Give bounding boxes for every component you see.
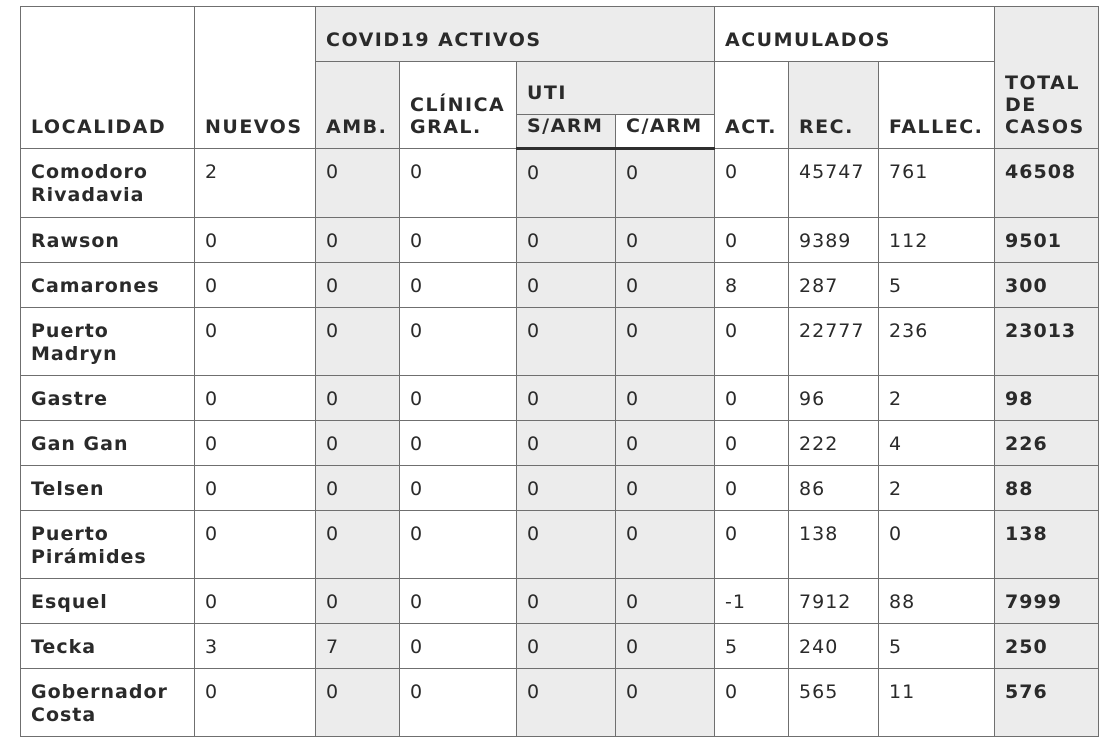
table-row <box>21 669 1099 737</box>
cell-fallec: 112 <box>879 218 995 263</box>
cell-rec: 45747 <box>789 149 879 218</box>
cell-fallec: 4 <box>879 421 995 466</box>
cell-fallec: 5 <box>879 263 995 308</box>
header-total-casos: TOTAL DE CASOS <box>995 7 1099 149</box>
cell-total: 23013 <box>995 308 1099 376</box>
cell-s-arm: 0 <box>517 511 616 579</box>
cell-s-arm: 0 <box>517 218 616 263</box>
cell-rec: 96 <box>789 376 879 421</box>
cell-nuevos: 0 <box>195 669 316 737</box>
cell-fallec: 88 <box>879 579 995 624</box>
cell-clinica: 0 <box>400 421 517 466</box>
cell-nuevos: 0 <box>195 579 316 624</box>
cell-amb: 0 <box>316 263 400 308</box>
cell-act: 0 <box>715 308 789 376</box>
cell-s-arm: 0 <box>517 149 616 218</box>
header-nuevos: NUEVOS <box>195 7 316 149</box>
cell-nuevos: 2 <box>195 149 316 218</box>
cell-act: 5 <box>715 624 789 669</box>
table-row <box>21 511 1099 579</box>
cell-nuevos: 3 <box>195 624 316 669</box>
cell-act: 0 <box>715 511 789 579</box>
cell-clinica: 0 <box>400 218 517 263</box>
cell-c-arm: 0 <box>616 263 715 308</box>
cell-nuevos: 0 <box>195 263 316 308</box>
header-rec: REC. <box>789 62 879 149</box>
cell-localidad: Gastre <box>21 376 195 421</box>
cell-s-arm: 0 <box>517 669 616 737</box>
cell-clinica: 0 <box>400 149 517 218</box>
cell-act: 0 <box>715 421 789 466</box>
cell-localidad: Rawson <box>21 218 195 263</box>
cell-s-arm: 0 <box>517 263 616 308</box>
cell-clinica: 0 <box>400 624 517 669</box>
cell-s-arm: 0 <box>517 376 616 421</box>
cell-act: 0 <box>715 669 789 737</box>
cell-total: 98 <box>995 376 1099 421</box>
cell-c-arm: 0 <box>616 466 715 511</box>
cell-localidad: Gobernador Costa <box>21 669 195 737</box>
cell-rec: 9389 <box>789 218 879 263</box>
cell-clinica: 0 <box>400 579 517 624</box>
cell-clinica: 0 <box>400 308 517 376</box>
cell-localidad: Esquel <box>21 579 195 624</box>
cell-s-arm: 0 <box>517 308 616 376</box>
cell-rec: 222 <box>789 421 879 466</box>
cell-act: 0 <box>715 376 789 421</box>
cell-clinica: 0 <box>400 263 517 308</box>
cell-total: 226 <box>995 421 1099 466</box>
cell-c-arm: 0 <box>616 579 715 624</box>
header-clinica-gral: CLÍNICA GRAL. <box>400 62 517 149</box>
cell-act: 0 <box>715 149 789 218</box>
cell-rec: 22777 <box>789 308 879 376</box>
cell-rec: 138 <box>789 511 879 579</box>
cell-c-arm: 0 <box>616 218 715 263</box>
table-row <box>21 624 1099 669</box>
cell-rec: 7912 <box>789 579 879 624</box>
table-row <box>21 466 1099 511</box>
cell-amb: 0 <box>316 218 400 263</box>
header-acumulados: ACUMULADOS <box>715 7 995 62</box>
cell-total: 46508 <box>995 149 1099 218</box>
cell-amb: 0 <box>316 149 400 218</box>
cell-act: 0 <box>715 466 789 511</box>
cell-c-arm: 0 <box>616 308 715 376</box>
table-row <box>21 308 1099 376</box>
cell-clinica: 0 <box>400 466 517 511</box>
cell-nuevos: 0 <box>195 376 316 421</box>
header-act: ACT. <box>715 62 789 149</box>
cell-nuevos: 0 <box>195 218 316 263</box>
cell-total: 7999 <box>995 579 1099 624</box>
cell-rec: 86 <box>789 466 879 511</box>
header-uti: UTI <box>517 62 715 115</box>
cell-amb: 0 <box>316 308 400 376</box>
header-c-arm: C/ARM <box>616 115 715 149</box>
header-covid-activos: COVID19 ACTIVOS <box>316 7 715 62</box>
cell-fallec: 0 <box>879 511 995 579</box>
cell-s-arm: 0 <box>517 421 616 466</box>
cell-s-arm: 0 <box>517 466 616 511</box>
cell-c-arm: 0 <box>616 624 715 669</box>
header-s-arm: S/ARM <box>517 115 616 149</box>
cell-act: -1 <box>715 579 789 624</box>
cell-localidad: Telsen <box>21 466 195 511</box>
cell-fallec: 2 <box>879 376 995 421</box>
cell-c-arm: 0 <box>616 511 715 579</box>
cell-localidad: Gan Gan <box>21 421 195 466</box>
cell-fallec: 761 <box>879 149 995 218</box>
cell-nuevos: 0 <box>195 308 316 376</box>
cell-total: 576 <box>995 669 1099 737</box>
cell-amb: 0 <box>316 511 400 579</box>
cell-amb: 0 <box>316 421 400 466</box>
cell-fallec: 236 <box>879 308 995 376</box>
cell-clinica: 0 <box>400 669 517 737</box>
table-row <box>21 149 1099 218</box>
header-fallec: FALLEC. <box>879 62 995 149</box>
table-row <box>21 218 1099 263</box>
cell-localidad: Puerto Pirámides <box>21 511 195 579</box>
cell-fallec: 11 <box>879 669 995 737</box>
cell-c-arm: 0 <box>616 421 715 466</box>
cell-fallec: 2 <box>879 466 995 511</box>
table-row <box>21 421 1099 466</box>
cell-total: 250 <box>995 624 1099 669</box>
cell-amb: 0 <box>316 579 400 624</box>
table-row <box>21 579 1099 624</box>
cell-nuevos: 0 <box>195 466 316 511</box>
header-localidad: LOCALIDAD <box>21 7 195 149</box>
cell-nuevos: 0 <box>195 421 316 466</box>
table-body <box>21 149 1099 737</box>
covid-cases-table <box>20 6 1099 737</box>
cell-act: 0 <box>715 218 789 263</box>
cell-amb: 0 <box>316 669 400 737</box>
cell-total: 138 <box>995 511 1099 579</box>
cell-s-arm: 0 <box>517 624 616 669</box>
cell-localidad: Camarones <box>21 263 195 308</box>
cell-total: 9501 <box>995 218 1099 263</box>
cell-total: 88 <box>995 466 1099 511</box>
cell-rec: 240 <box>789 624 879 669</box>
cell-c-arm: 0 <box>616 376 715 421</box>
cell-localidad: Tecka <box>21 624 195 669</box>
cell-total: 300 <box>995 263 1099 308</box>
cell-clinica: 0 <box>400 376 517 421</box>
header-amb: AMB. <box>316 62 400 149</box>
cell-act: 8 <box>715 263 789 308</box>
cell-fallec: 5 <box>879 624 995 669</box>
cell-localidad: Puerto Madryn <box>21 308 195 376</box>
cell-c-arm: 0 <box>616 149 715 218</box>
cell-amb: 7 <box>316 624 400 669</box>
table-row <box>21 376 1099 421</box>
cell-localidad: Comodoro Rivadavia <box>21 149 195 218</box>
cell-amb: 0 <box>316 466 400 511</box>
cell-rec: 287 <box>789 263 879 308</box>
cell-clinica: 0 <box>400 511 517 579</box>
cell-c-arm: 0 <box>616 669 715 737</box>
cell-s-arm: 0 <box>517 579 616 624</box>
table-row <box>21 263 1099 308</box>
cell-amb: 0 <box>316 376 400 421</box>
cell-rec: 565 <box>789 669 879 737</box>
cell-nuevos: 0 <box>195 511 316 579</box>
